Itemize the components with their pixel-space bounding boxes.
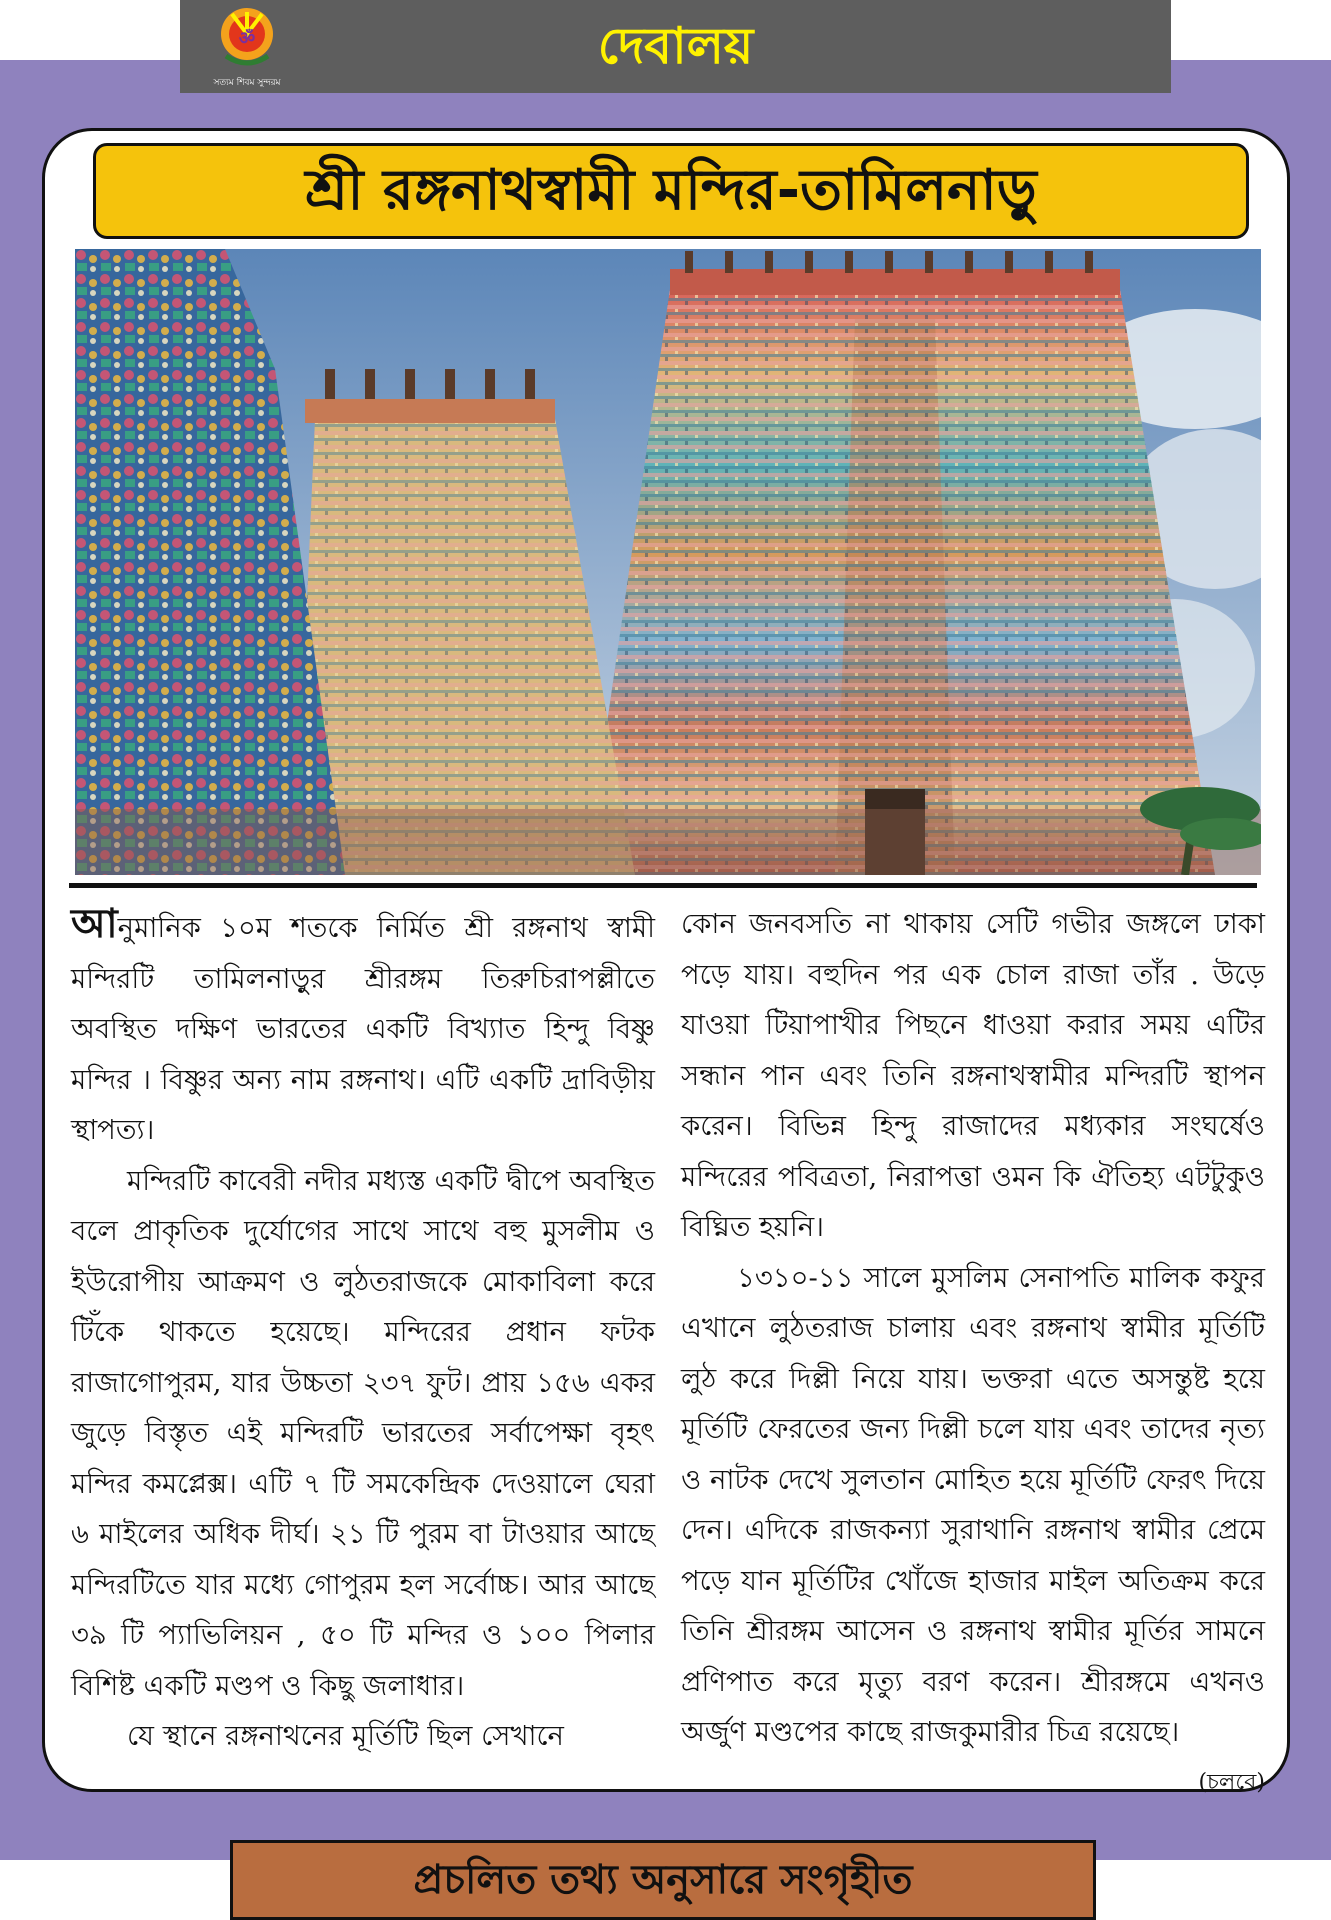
om-trident-icon <box>202 4 292 90</box>
drop-cap: আ <box>71 900 118 947</box>
left-paragraph-3: যে স্থানে রঙ্গনাথনের মূর্তিটি ছিল সেখানে <box>127 1720 564 1752</box>
temple-gopuram-photo <box>75 249 1261 875</box>
continued-label: (চলবে) <box>1198 1769 1265 1795</box>
source-note: প্রচলিত তথ্য অনুসারে সংগৃহীত <box>230 1840 1096 1920</box>
article-title: শ্রী রঙ্গনাথস্বামী মন্দির-তামিলনাড়ু <box>93 143 1249 239</box>
magazine-title: দেবালয় <box>597 17 754 75</box>
article-left-column <box>71 899 655 1762</box>
svg-text:ॐ: ॐ <box>238 28 256 49</box>
left-paragraph-1-text: নুমানিক ১০ম শতকে নির্মিত শ্রী রঙ্গনাথ স্বামী মন্দিরটি তামিলনাড়ুর শ্রীরঙ্গম তিরুচিরাপল্লীতে অবস্থিত দক্ষিণ ভারতের একটি বিখ্যাত হিন্দু বিষ্ণু মন্দির । বিষ্ণুর অন্য নাম রঙ্গনাথ। এটি একটি দ্রাবিড়ীয় স্থাপত্য। <box>71 912 655 1146</box>
right-paragraph-2 <box>681 1253 1265 1795</box>
article-card <box>42 128 1290 1795</box>
right-paragraph-2-text: ১৩১০-১১ সালে মুসলিম সেনাপতি মালিক কফুর এখানে লুঠতরাজ চালায় এবং রঙ্গনাথ স্বামীর মূর্তিটি লুঠ করে দিল্লী নিয়ে যায়। ভক্তরা এতে অসন্তুষ্ট হয়ে মূর্তিটি ফেরতের জন্য দিল্লী চলে যায় এবং তাদের নৃত্য ও নাটক দেখে সুলতান মোহিত হয়ে মূর্তিটি ফেরৎ দিয়ে দেন। এদিকে রাজকন্যা সুরাথানি রঙ্গনাথ স্বামীর প্রেমে পড়ে যান মূর্তিটির খোঁজে হাজার মাইল অতিক্রম করে তিনি শ্রীরঙ্গম আসেন ও রঙ্গনাথ স্বামীর মূর্তির সামনে প্রণিপাত করে মৃত্যু বরণ করেন। শ্রীরঙ্গমে এখনও অর্জুণ মণ্ডপের কাছে রাজকুমারীর চিত্র রয়েছে। <box>681 1261 1265 1748</box>
article-right-column <box>681 899 1265 1808</box>
logo-tagline: সত্যম শিবম সুন্দরম <box>213 78 281 88</box>
left-paragraph-1 <box>71 899 655 1156</box>
section-divider <box>69 883 1257 888</box>
right-paragraph-1: কোন জনবসতি না থাকায় সেটি গভীর জঙ্গলে ঢাকা পড়ে যায়। বহুদিন পর এক চোল রাজা তাঁর . উড়ে যাওয়া টিয়াপাখীর পিছনে ধাওয়া করার সময় এটির সন্ধান পান এবং তিনি রঙ্গনাথস্বামীর মন্দিরটি স্থাপন করেন। বিভিন্ন হিন্দু রাজাদের মধ্যকার সংঘর্ষেও মন্দিরের পবিত্রতা, নিরাপত্তা ওমন কি ঐতিহ্য এটটুকুও বিঘ্নিত হয়নি। <box>681 908 1265 1243</box>
left-paragraph-2: মন্দিরটি কাবেরী নদীর মধ্যস্ত একটি দ্বীপে অবস্থিত বলে প্রাকৃতিক দুর্যোগের সাথে সাথে বহু মুসলীম ও ইউরোপীয় আক্রমণ ও লুঠতরাজকে মোকাবিলা করে টিঁকে থাকতে হয়েছে। মন্দিরের প্রধান ফটক রাজাগোপুরম, যার উচ্চতা ২৩৭ ফুট। প্রায় ১৫৬ একর জুড়ে বিস্তৃত এই মন্দিরটি ভারতের সর্বাপেক্ষা বৃহৎ মন্দির কমপ্লেক্স। এটি ৭ টি সমকেন্দ্রিক দেওয়ালে ঘেরা ৬ মাইলের অধিক দীর্ঘ। ২১ টি পুরম বা টাওয়ার আছে মন্দিরটিতে যার মধ্যে গোপুরম হল সর্বোচ্চ। আর আছে ৩৯ টি প্যাভিলিয়ন , ৫০ টি মন্দির ও ১০০ পিলার বিশিষ্ট একটি মণ্ডপ ও কিছু জলাধার। <box>71 1164 655 1702</box>
magazine-header <box>180 0 1171 93</box>
